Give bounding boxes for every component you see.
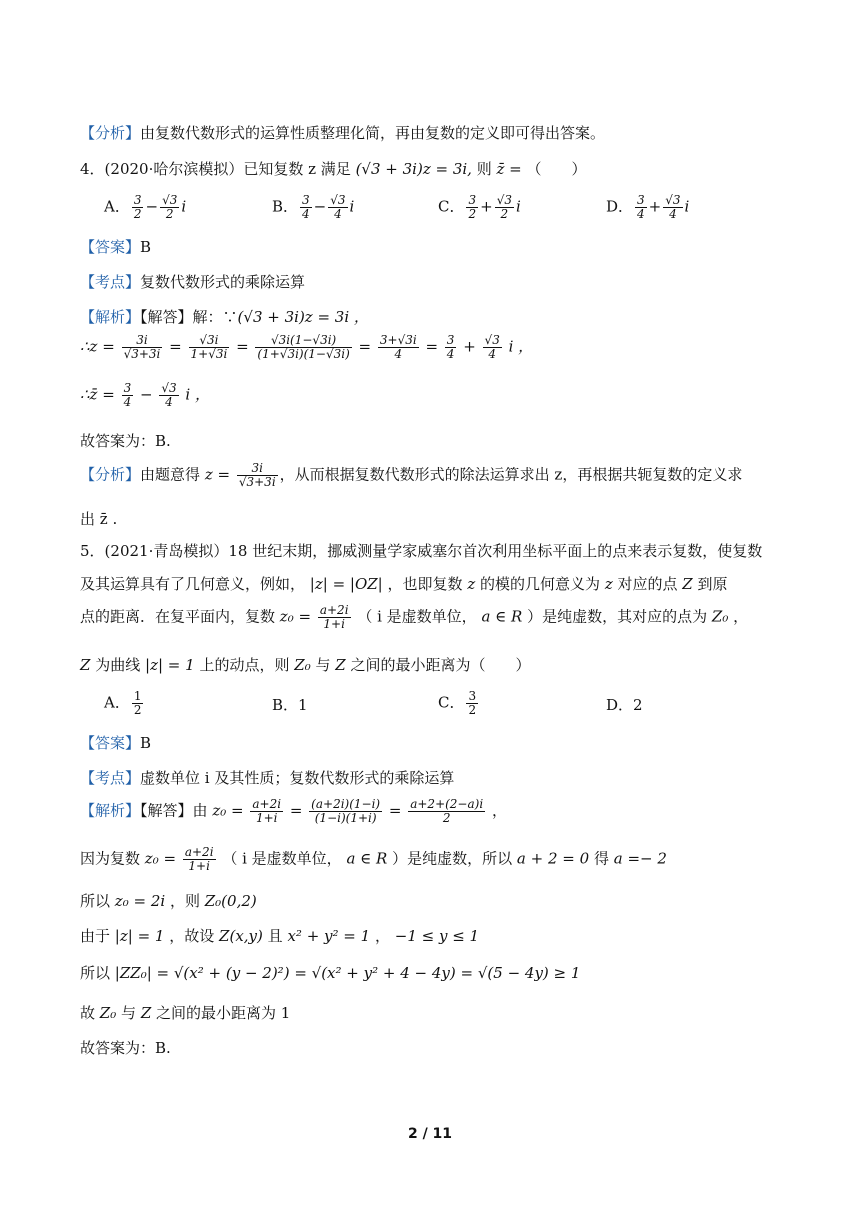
- q4-stem-equation: (√3 + 3i)z = 3i,: [355, 160, 472, 178]
- q4-answer: [80, 236, 151, 257]
- kaodian-tag: 【考点】: [80, 273, 141, 291]
- option-tail: i: [181, 197, 187, 216]
- math: −1 ≤ y ≤ 1: [394, 927, 480, 945]
- q5-option-d: [606, 694, 643, 715]
- deriv-tail: i ，: [508, 337, 534, 356]
- text: 所以: [80, 964, 111, 982]
- option-label: C．: [438, 693, 465, 712]
- text: （ i 是虚数单位，: [357, 607, 477, 626]
- jiexi-tag: 【解析】: [80, 801, 141, 820]
- q4-option-c: [438, 194, 521, 221]
- q5-stem-2: [80, 573, 728, 594]
- text: 对应的点: [617, 575, 678, 593]
- math: |z| = 1: [114, 927, 165, 945]
- q4-stem-blank: （ ）: [526, 160, 587, 178]
- q5-line-3: [80, 890, 257, 911]
- math: Z: [140, 1004, 152, 1022]
- fraction: $\frac{3}{4}$: [302, 193, 310, 221]
- math: z: [467, 575, 476, 593]
- fraction: $\frac{a+2i}{1+i}$: [184, 845, 214, 873]
- text: ）是纯虚数，其对应的点为: [527, 607, 708, 626]
- fraction: $\frac{3}{2}$: [468, 689, 477, 717]
- math: Z₀: [294, 656, 311, 674]
- q4-stem-equation-2: z̄ =: [496, 160, 522, 178]
- text: 与: [315, 656, 331, 674]
- q3-analysis: [80, 122, 605, 143]
- fraction: $\frac{a+2i}{1+i}$: [252, 797, 282, 825]
- math: z₀ =: [144, 849, 177, 868]
- answer-tag: 【答案】: [80, 734, 141, 752]
- deriv-tail: i ，: [185, 385, 210, 404]
- analysis-tag: 【分析】: [80, 465, 141, 484]
- math: z₀ =: [212, 801, 244, 820]
- math: |z| = |OZ|: [309, 575, 383, 593]
- text: 点的距离．在复平面内，复数: [80, 607, 276, 626]
- q4-option-a: [104, 194, 186, 221]
- math: Z(x,y): [219, 927, 263, 945]
- text: 为曲线: [95, 656, 141, 674]
- fraction: $\frac{1}{2}$: [133, 689, 142, 717]
- text: 的模的几何意义为: [480, 575, 601, 593]
- q5-kaodian: [80, 767, 454, 788]
- math: |z| = 1: [145, 656, 195, 674]
- option-label: B．: [272, 197, 299, 216]
- q4-option-b: [272, 194, 354, 221]
- text: ）是纯虚数，所以: [392, 849, 513, 868]
- q4-stem-text: 4．(2020·哈尔滨模拟）已知复数 z 满足: [80, 160, 351, 178]
- fraction: $\frac{3}{2}$: [468, 193, 477, 221]
- q5-jiexi: 【解析】【解答】由 z₀ = $\frac{a+2i}{1+i}$ = $\frac{(a+2i)(1-i)}{(1-i)(1+i)}$ = $\frac{a+2+(2-a)i}{2}$ ，: [80, 797, 507, 825]
- fraction: $\frac{3i}{√3+3i}$: [123, 333, 161, 361]
- option-sign: −: [145, 197, 159, 216]
- jieda-tag: 【解答】: [140, 801, 193, 820]
- deriv-lead: ∴z =: [80, 337, 115, 356]
- q5-option-c: [438, 690, 480, 717]
- fraction: $\frac{√3}{4}$: [161, 381, 177, 409]
- math: z₀ =: [279, 607, 312, 626]
- text: 之间的最小距离为 1: [156, 1004, 291, 1022]
- text: 及其运算具有了几何意义，例如，: [80, 575, 306, 593]
- text: ，则: [169, 892, 200, 910]
- option-label: D．: [606, 197, 634, 216]
- analysis-text-2: ，从而根据复数代数形式的除法运算求出 z，再根据共轭复数的定义求: [279, 465, 743, 484]
- text: ，: [374, 927, 390, 945]
- math: z₀ = 2i: [114, 892, 166, 910]
- fraction: $\frac{√3}{4}$: [330, 193, 346, 221]
- kaodian-text: 复数代数形式的乘除运算: [140, 273, 306, 291]
- fraction: $\frac{(a+2i)(1-i)}{(1-i)(1+i)}$: [311, 797, 381, 825]
- text: 所以: [80, 892, 111, 910]
- text: （ i 是虚数单位，: [222, 849, 342, 868]
- text: 之间的最小距离为（ ）: [350, 656, 531, 674]
- option-value: 1: [298, 696, 308, 714]
- q5-option-b: [272, 694, 308, 715]
- fraction: $\frac{3i}{√3+3i}$: [238, 461, 276, 489]
- fraction: $\frac{√3i}{1+√3i}$: [190, 333, 228, 361]
- text: 与: [121, 1004, 137, 1022]
- kaodian-tag: 【考点】: [80, 769, 141, 787]
- q4-analysis-line2: 出 z̄ .: [80, 510, 118, 528]
- fraction: $\frac{a+2i}{1+i}$: [319, 603, 349, 631]
- q5-answer: [80, 732, 151, 753]
- jie-prefix: 解：∵: [192, 308, 238, 326]
- option-sign: +: [480, 197, 493, 216]
- math: |ZZ₀| = √(x² + (y − 2)²) = √(x² + y² + 4 − 4y) = √(5 − 4y) ≥ 1: [114, 964, 581, 982]
- answer-value: B: [140, 238, 152, 256]
- option-tail: i: [684, 197, 690, 216]
- math: Z: [682, 575, 693, 593]
- fraction: $\frac{√3}{4}$: [665, 193, 681, 221]
- answer-tag: 【答案】: [80, 238, 141, 256]
- q4-derivation-1: ∴z = $\frac{3i}{√3+3i}$ = $\frac{√3i}{1+√3i}$ = $\frac{√3i(1-√3i)}{(1+√3i)(1-√3i)}$ = $\frac{3+√3i}{4}$ = $\frac{3}{4}$ + $\frac{√3}{4}$ i ，: [80, 333, 534, 361]
- text: 且: [267, 927, 283, 945]
- text: 到原: [697, 575, 728, 593]
- math: x² + y² = 1: [287, 927, 371, 945]
- kaodian-text: 虚数单位 i 及其性质；复数代数形式的乘除运算: [140, 769, 455, 787]
- fraction: $\frac{3}{4}$: [446, 333, 455, 361]
- math: Z₀: [711, 607, 729, 626]
- text: 由: [192, 801, 208, 820]
- math: z: [604, 575, 613, 593]
- option-value: 2: [633, 696, 643, 714]
- math: Z₀: [99, 1004, 117, 1022]
- q5-stem-3: [80, 604, 748, 631]
- fraction: $\frac{3}{4}$: [123, 381, 132, 409]
- text: 因为复数: [80, 849, 141, 868]
- option-label: A．: [104, 197, 130, 216]
- math: a ∈ R: [346, 849, 388, 868]
- fraction: $\frac{3+√3i}{4}$: [379, 333, 417, 361]
- q5-line-6: [80, 1002, 290, 1023]
- fraction: $\frac{√3}{4}$: [484, 333, 500, 361]
- analysis-tag: 【分析】: [80, 124, 141, 142]
- jieda-tag: 【解答】: [140, 308, 193, 326]
- q4-stem-mid: 则: [476, 160, 492, 178]
- math: Z₀(0,2): [204, 892, 257, 910]
- q4-jiexi: [80, 306, 369, 327]
- q4-option-d: [606, 194, 689, 221]
- fraction: $\frac{√3i(1-√3i)}{(1+√3i)(1-√3i)}$: [257, 333, 350, 361]
- q4-derivation-2: ∴z̄ = $\frac{3}{4}$ − $\frac{√3}{4}$ i ，: [80, 381, 210, 409]
- math: a + 2 = 0: [516, 849, 590, 868]
- analysis-text: 由复数代数形式的运算性质整理化简，再由复数的定义即可得出答案。: [140, 124, 606, 142]
- fraction: $\frac{√3}{2}$: [162, 193, 178, 221]
- option-tail: i: [515, 197, 521, 216]
- fraction: $\frac{3}{4}$: [637, 193, 645, 221]
- math: a ∈ R: [481, 607, 523, 626]
- text: 由于: [80, 927, 111, 945]
- option-label: B．: [272, 696, 299, 714]
- option-label: D．: [606, 696, 634, 714]
- text: 故: [80, 1004, 96, 1022]
- q5-option-a: [104, 690, 145, 717]
- math: Z: [80, 656, 91, 674]
- text: ，: [491, 801, 507, 820]
- fraction: $\frac{√3}{2}$: [496, 193, 512, 221]
- page-number: 2 / 11: [407, 1126, 453, 1142]
- q5-conclusion: 故答案为：B.: [80, 1039, 171, 1057]
- option-sign: +: [648, 197, 662, 216]
- math: a =− 2: [613, 849, 667, 868]
- q5-line-2: [80, 846, 667, 873]
- q5-stem-4: [80, 654, 531, 675]
- option-tail: i: [349, 197, 355, 216]
- fraction: $\frac{3}{2}$: [133, 193, 142, 221]
- math: Z: [335, 656, 346, 674]
- jiexi-tag: 【解析】: [80, 308, 141, 326]
- option-sign: −: [313, 197, 327, 216]
- option-label: A．: [104, 693, 130, 712]
- deriv-lead: ∴z̄ =: [80, 385, 115, 404]
- q4-kaodian: [80, 271, 305, 292]
- text: ，: [733, 607, 749, 626]
- jie-equation: (√3 + 3i)z = 3i ，: [237, 308, 369, 326]
- q4-stem: [80, 158, 587, 179]
- text: ，故设: [169, 927, 215, 945]
- fraction: $\frac{a+2+(2-a)i}{2}$: [410, 797, 484, 825]
- text: 上的动点，则: [199, 656, 290, 674]
- answer-value: B: [140, 734, 152, 752]
- q5-line-4: [80, 925, 479, 946]
- analysis-text: 由题意得: [140, 465, 201, 484]
- q5-line-5: [80, 962, 580, 983]
- text: ，也即复数: [387, 575, 463, 593]
- q5-stem-1: 5．(2021·青岛模拟）18 世纪末期，挪威测量学家威塞尔首次利用坐标平面上的点来表示复数，使复数: [80, 542, 763, 560]
- q4-analysis: [80, 462, 742, 489]
- analysis-eq: z =: [204, 465, 231, 484]
- q4-conclusion: 故答案为：B.: [80, 432, 171, 450]
- option-label: C．: [438, 197, 465, 216]
- text: 得: [593, 849, 609, 868]
